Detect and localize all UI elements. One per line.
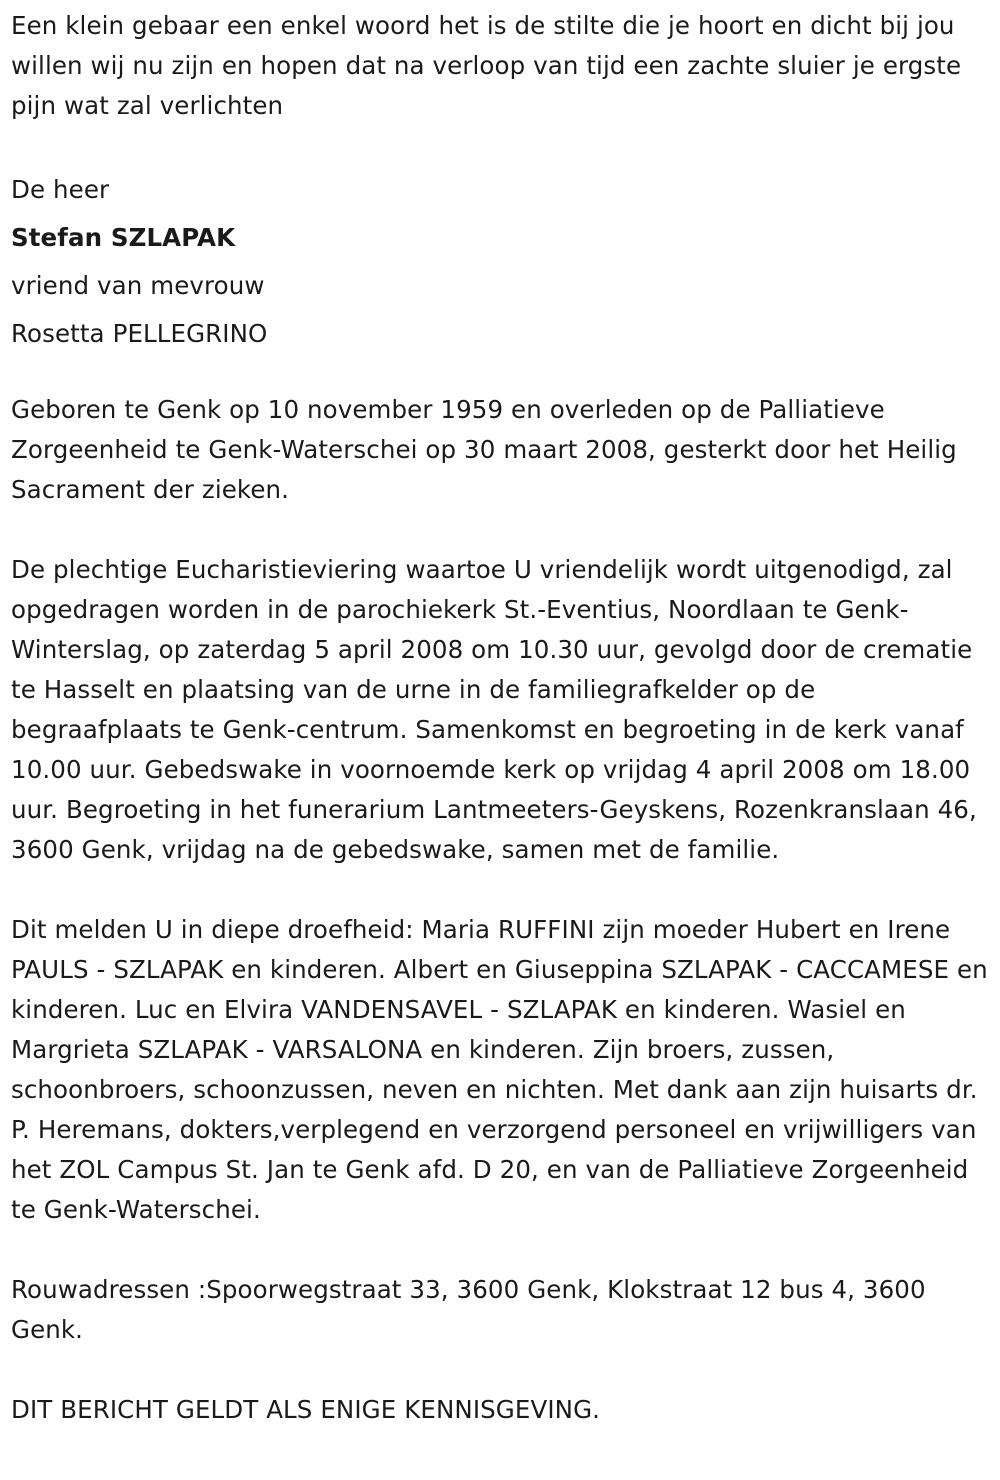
deceased-title: De heer [11, 175, 110, 204]
deceased-relation: vriend van mevrouw [11, 271, 265, 300]
addresses-paragraph: Rouwadressen :Spoorwegstraat 33, 3600 Genk, Klokstraat 12 bus 4, 3600 Genk. [11, 1275, 926, 1344]
deceased-partner: Rosetta PELLEGRINO [11, 319, 268, 348]
ceremony-paragraph: De plechtige Eucharistieviering waartoe U vriendelijk wordt uitgenodigd, zal opgedragen worden in de parochiekerk St.-Eventius, Noordlaan te Genk-Winterslag, op zaterdag 5 april 2008 om 10.30 uur, gevolgd door de crematie te Hasselt en plaatsing van de urne in de familiegrafkelder op de begraafplaats te Genk-centrum. Samenkomst en begroeting in de kerk vanaf 10.00 uur. Gebedswake in voornoemde kerk op vrijdag 4 april 2008 om 18.00 uur. Begroeting in het funerarium Lantmeeters-Geyskens, Rozenkranslaan 46, 3600 Genk, vrijdag na de gebedswake, samen met de familie. [11, 555, 977, 864]
notice-paragraph: DIT BERICHT GELDT ALS ENIGE KENNISGEVING. [11, 1395, 601, 1424]
birth-death-paragraph: Geboren te Genk op 10 november 1959 en overleden op de Palliatieve Zorgeenheid te Genk-Waterschei op 30 maart 2008, gesterkt door het Heilig Sacrament der zieken. [11, 395, 957, 504]
family-paragraph: Dit melden U in diepe droefheid: Maria RUFFINI zijn moeder Hubert en Irene PAULS - SZLAPAK en kinderen. Albert en Giuseppina SZLAPAK - CACCAMESE en kinderen. Luc en Elvira VANDENSAVEL - SZLAPAK en kinderen. Wasiel en Margrieta SZLAPAK - VARSALONA en kinderen. Zijn broers, zussen, schoonbroers, schoonzussen, neven en nichten. Met dank aan zijn huisarts dr. P. Heremans, dokters,verplegend en verzorgend personeel en vrijwilligers van het ZOL Campus St. Jan te Genk afd. D 20, en van de Palliatieve Zorgeenheid te Genk-Waterschei. [11, 915, 988, 1224]
obituary-document [11, 6, 991, 1430]
poem-paragraph: Een klein gebaar een enkel woord het is de stilte die je hoort en dicht bij jou willen wij nu zijn en hopen dat na verloop van tijd een zachte sluier je ergste pijn wat zal verlichten [11, 11, 962, 120]
deceased-name: Stefan SZLAPAK [11, 223, 236, 252]
